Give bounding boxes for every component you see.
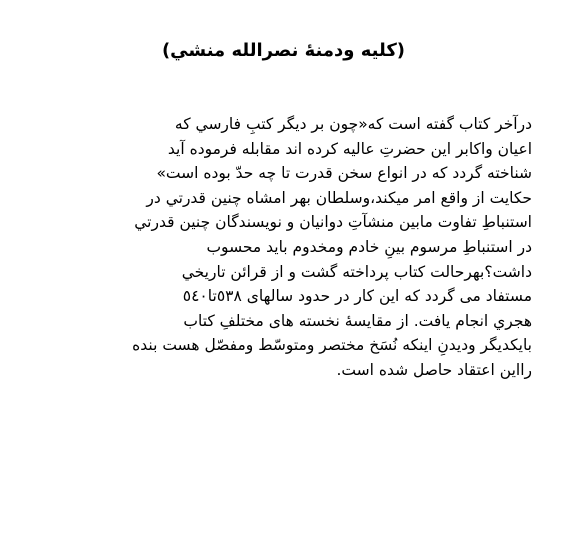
text-line: هجري انجام يافت. از مقايسهٔ نخسته هاى مختلفِ كتاب — [183, 311, 532, 330]
text-line: بايكديگر وديدنِ اينكه نُسَخ مختصر ومتوسّط ومفصّل هست بنده — [132, 336, 532, 355]
document-title: (كليه ودمنهٔ نصرالله منشي) — [161, 40, 406, 61]
text-line: مستفاد مى گردد كه اين كار در حدود سالهاى ٥٣٨تا٥٤٠ — [182, 287, 532, 306]
body-paragraph — [36, 112, 532, 383]
text-line: اعيان واكابر اين حضرتِ عاليه كرده اند مقابله فرموده آيد — [167, 139, 532, 158]
text-line: استنباطِ تفاوت مابين منشآتِ دوانيان و نويسندگان چنين قدرتي — [134, 213, 532, 232]
text-line: درآخر كتاب گفته است كه«چون بر ديگر كتبِ فارسي كه — [174, 115, 532, 133]
text-line: شناخته گردد كه در انواع سخن قدرت تا چه حدّ بوده است» — [156, 164, 532, 183]
text-line: حكايت از واقع امر ميكند،وسلطان بهر امشاه چنين قدرتي در — [146, 188, 532, 207]
text-line: رااين اعتقاد حاصل شده است. — [336, 360, 532, 379]
text-line: در استنباطِ مرسوم بينِ خادم ومخدوم بايد محسوب — [206, 237, 532, 256]
text-line: داشت؟بهرحالت كتاب پرداخته گشت و از قرائن تاريخي — [181, 262, 532, 281]
